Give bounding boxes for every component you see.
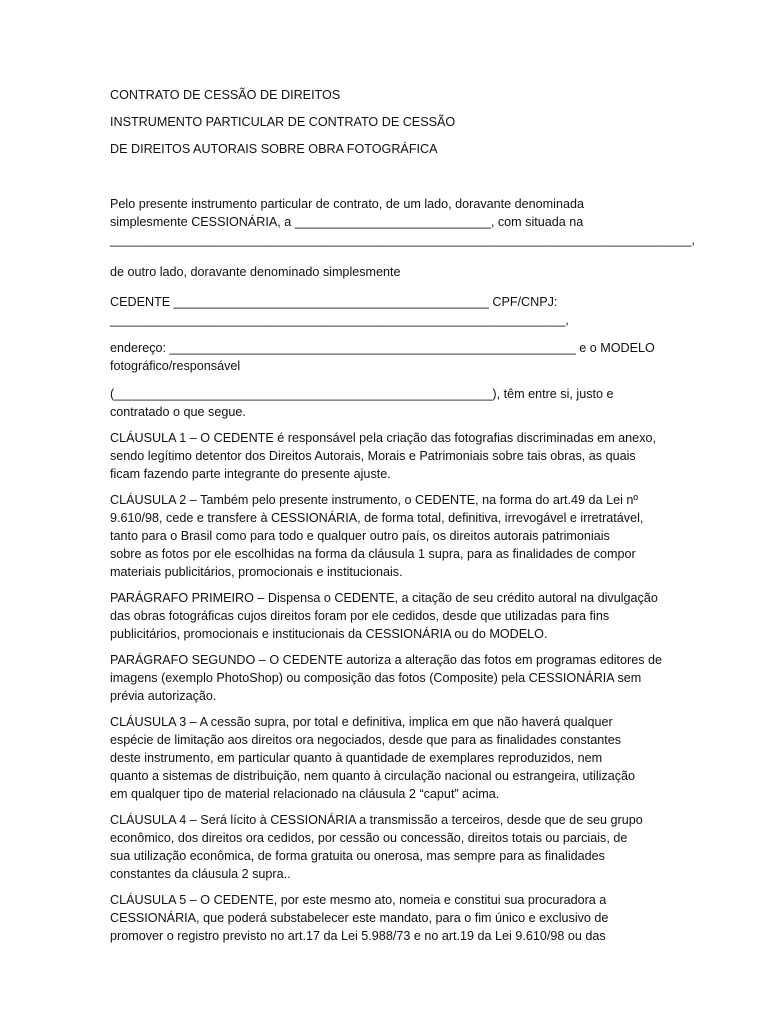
clausula-line: CLÁUSULA 5 – O CEDENTE, por este mesmo ato, nomeia e constitui sua procuradora a xyxy=(110,893,607,907)
clausula-line: promover o registro previsto no art.17 da Lei 5.988/73 e no art.19 da Lei 9.610/98 ou das xyxy=(110,929,606,943)
clausula-line: deste instrumento, em particular quanto à quantidade de exemplares reproduzidos, nem xyxy=(110,751,603,765)
modelo-paragraph xyxy=(110,385,670,421)
clausula-line: 9.610/98, cede e transfere à CESSIONÁRIA, de forma total, definitiva, irrevogável e irretratável, xyxy=(110,511,644,525)
cedente-line: CEDENTE _____________________________________________ CPF/CNPJ: xyxy=(110,295,558,309)
clausula-line: ficam fazendo parte integrante do presente ajuste. xyxy=(110,467,391,481)
clausula-line: sendo legítimo detentor dos Direitos Autorais, Morais e Patrimoniais sobre tais obras, as quais xyxy=(110,449,636,463)
clausula-line: sua utilização econômica, de forma gratuita ou onerosa, mas sempre para as finalidades xyxy=(110,849,605,863)
paragrafo-line: imagens (exemplo PhotoShop) ou composição das fotos (Composite) pela CESSIONÁRIA sem xyxy=(110,671,642,685)
paragrafo-line: prévia autorização. xyxy=(110,689,217,703)
clausula-line: CLÁUSULA 2 – Também pelo presente instrumento, o CEDENTE, na forma do art.49 da Lei nº xyxy=(110,493,638,507)
paragrafo-line: publicitários, promocionais e institucionais da CESSIONÁRIA ou do MODELO. xyxy=(110,627,548,641)
clausula-line: materiais publicitários, promocionais e institucionais. xyxy=(110,565,403,579)
clausula-line: tanto para o Brasil como para todo e qualquer outro país, os direitos autorais patrimoniais xyxy=(110,529,610,543)
outro-lado-line: de outro lado, doravante denominado simplesmente xyxy=(110,265,401,279)
contract-subtitle-1: INSTRUMENTO PARTICULAR DE CONTRATO DE CESSÃO xyxy=(110,115,456,129)
cedente-paragraph xyxy=(110,293,670,329)
clausula-line: quanto a sistemas de distribuição, nem quanto à circulação nacional ou estrangeira, utilização xyxy=(110,769,636,783)
clausula-2 xyxy=(110,491,670,581)
intro-line: simplesmente CESSIONÁRIA, a ____________________________, com situada na xyxy=(110,215,584,229)
clausula-line: econômico, dos direitos ora cedidos, por cessão ou concessão, direitos totais ou parciais, de xyxy=(110,831,628,845)
paragrafo-line: das obras fotográficas cujos direitos foram por ele cedidos, desde que utilizadas para fins xyxy=(110,609,610,623)
clausula-4 xyxy=(110,811,670,883)
contract-title: CONTRATO DE CESSÃO DE DIREITOS xyxy=(110,88,341,102)
clausula-line: em qualquer tipo de material relacionado na cláusula 2 “caput” acima. xyxy=(110,787,500,801)
clausula-1 xyxy=(110,429,670,483)
spacer xyxy=(110,167,670,195)
paragrafo-segundo xyxy=(110,651,670,705)
paragrafo-primeiro xyxy=(110,589,670,643)
paragrafo-line: PARÁGRAFO SEGUNDO – O CEDENTE autoriza a alteração das fotos em programas editores de xyxy=(110,653,663,667)
clausula-3 xyxy=(110,713,670,803)
contract-body xyxy=(110,86,695,953)
intro-line: ___________________________________________________________________________________, xyxy=(110,233,695,247)
endereco-line: endereço: __________________________________________________________ e o MODELO xyxy=(110,341,655,355)
modelo-line: (______________________________________________________), têm entre si, justo e xyxy=(110,387,614,401)
clausula-5 xyxy=(110,891,670,945)
endereco-paragraph xyxy=(110,339,670,375)
clausula-line: CLÁUSULA 4 – Será lícito à CESSIONÁRIA a transmissão a terceiros, desde que de seu grupo xyxy=(110,813,643,827)
intro-paragraph xyxy=(110,195,695,249)
clausula-line: CLÁUSULA 1 – O CEDENTE é responsável pela criação das fotografias discriminadas em anexo, xyxy=(110,431,656,445)
clausula-line: CLÁUSULA 3 – A cessão supra, por total e definitiva, implica em que não haverá qualquer xyxy=(110,715,613,729)
contract-subtitle-2: DE DIREITOS AUTORAIS SOBRE OBRA FOTOGRÁFICA xyxy=(110,142,438,156)
clausula-line: constantes da cláusula 2 supra.. xyxy=(110,867,291,881)
outro-lado-paragraph xyxy=(110,263,670,281)
clausula-line: sobre as fotos por ele escolhidas na forma da cláusula 1 supra, para as finalidades de compor xyxy=(110,547,636,561)
clausula-line: espécie de limitação aos direitos ora negociados, desde que para as finalidades constantes xyxy=(110,733,622,747)
clausula-line: CESSIONÁRIA, que poderá substabelecer este mandato, para o fim único e exclusivo de xyxy=(110,911,609,925)
modelo-line: contratado o que segue. xyxy=(110,405,246,419)
paragrafo-line: PARÁGRAFO PRIMEIRO – Dispensa o CEDENTE, a citação de seu crédito autoral na divulgação xyxy=(110,591,658,605)
intro-line: Pelo presente instrumento particular de contrato, de um lado, doravante denominada xyxy=(110,197,584,211)
endereco-line: fotográfico/responsável xyxy=(110,359,241,373)
cedente-line: _________________________________________________________________, xyxy=(110,313,569,327)
